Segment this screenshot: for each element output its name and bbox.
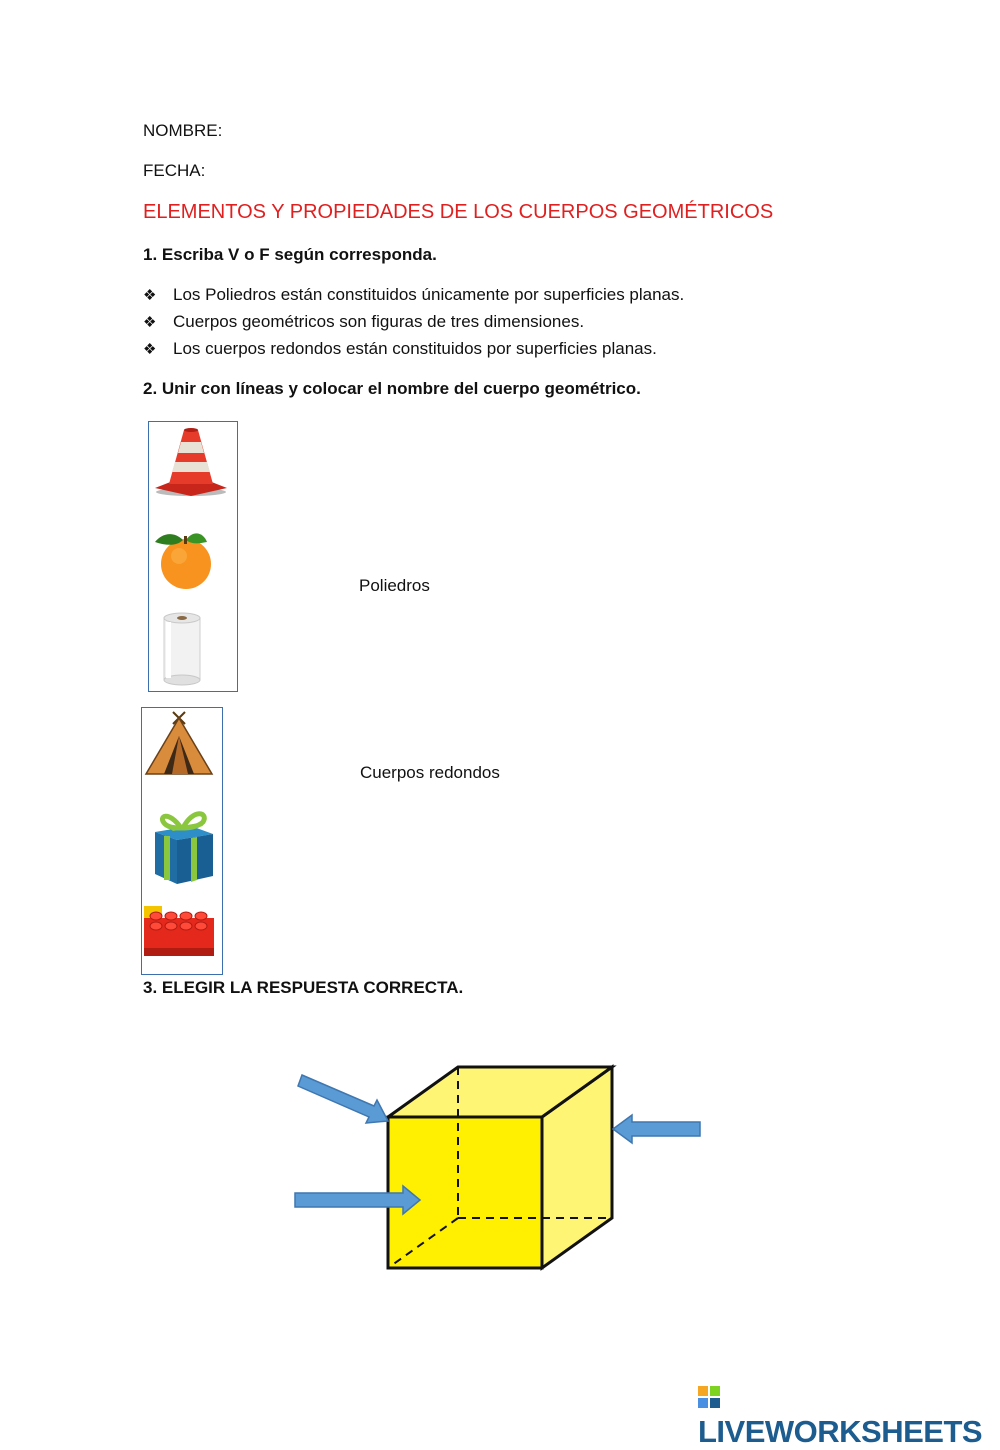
statement-item xyxy=(143,311,584,334)
diamond-bullet-icon: ❖ xyxy=(143,314,157,331)
liveworksheets-mark-icon xyxy=(698,1386,720,1408)
nombre-label: NOMBRE: xyxy=(143,121,223,140)
section1-heading: 1. Escriba V o F según corresponda. xyxy=(143,245,437,264)
object-group-1 xyxy=(148,421,238,692)
section2-heading: 2. Unir con líneas y colocar el nombre del cuerpo geométrico. xyxy=(143,379,641,398)
statement-text: Cuerpos geométricos son figuras de tres dimensiones. xyxy=(173,312,585,331)
object-group-2 xyxy=(141,707,223,975)
statement-item xyxy=(143,338,657,361)
fecha-label: FECHA: xyxy=(143,161,206,180)
cuerpos-redondos-label: Cuerpos redondos xyxy=(360,763,500,782)
statement-item xyxy=(143,284,684,307)
orange-icon[interactable] xyxy=(153,528,215,590)
statement-text: Los Poliedros están constituidos únicamente por superficies planas. xyxy=(173,285,685,304)
section3-heading: 3. ELEGIR LA RESPUESTA CORRECTA. xyxy=(143,978,464,997)
traffic-cone-icon[interactable] xyxy=(153,426,229,498)
gift-box-icon[interactable] xyxy=(151,804,217,886)
arrow-to-edge xyxy=(613,1115,700,1143)
statement-text: Los cuerpos redondos están constituidos por superficies planas. xyxy=(173,339,657,358)
diamond-bullet-icon: ❖ xyxy=(143,287,157,304)
lego-brick-icon[interactable] xyxy=(144,902,218,960)
liveworksheets-logo xyxy=(698,1378,1000,1450)
worksheet-title: ELEMENTOS Y PROPIEDADES DE LOS CUERPOS GEOMÉTRICOS xyxy=(143,201,774,223)
cube-diagram xyxy=(280,1055,720,1285)
brand-text: LIVEWORKSHEETS xyxy=(698,1414,983,1449)
tent-icon[interactable] xyxy=(144,710,214,778)
diamond-bullet-icon: ❖ xyxy=(143,341,157,358)
arrow-to-vertex xyxy=(298,1075,388,1123)
paper-towel-roll-icon[interactable] xyxy=(160,612,204,686)
poliedros-label: Poliedros xyxy=(359,576,430,595)
